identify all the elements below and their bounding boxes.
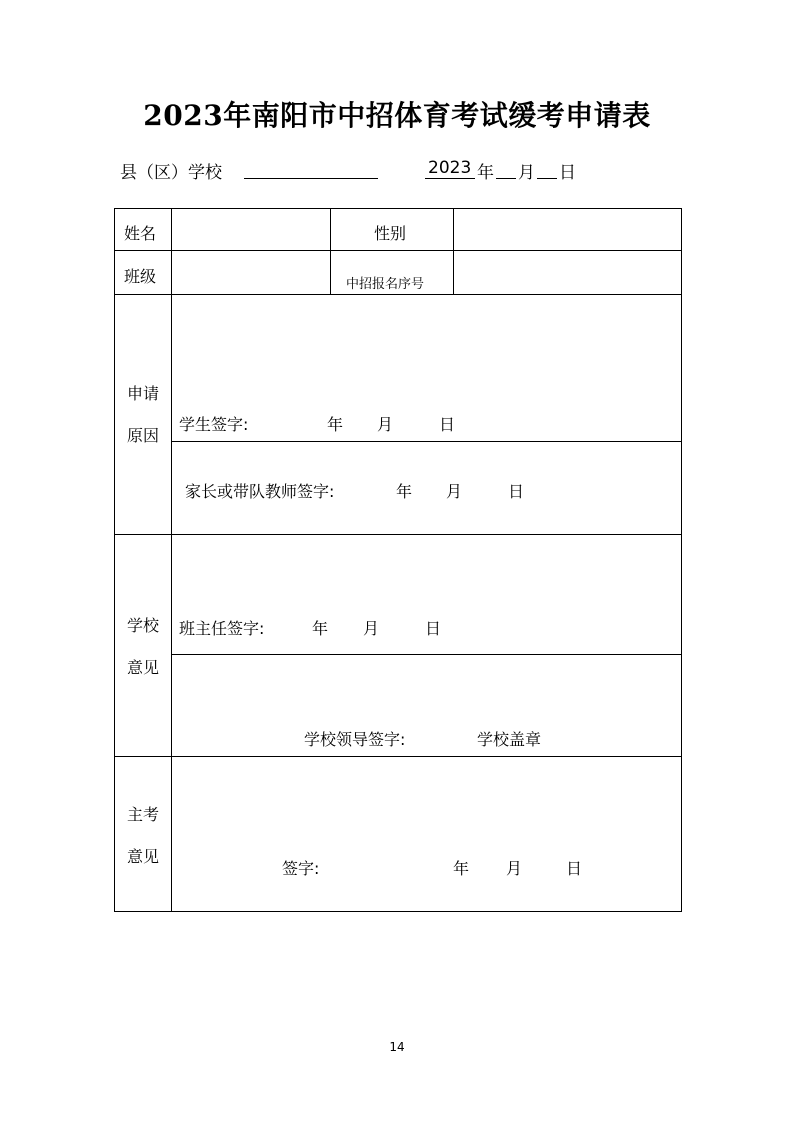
day-blank[interactable] (537, 160, 557, 179)
school-opinion-label: 学校 意见 (126, 616, 159, 677)
teacher-sign-year: 年 (312, 619, 329, 638)
school-opinion-text-area[interactable] (173, 536, 679, 611)
year-underline (425, 160, 475, 179)
column-divider (330, 209, 331, 294)
county-school-label: 县（区）学校 (120, 163, 222, 183)
registration-no-field[interactable] (455, 252, 679, 293)
examiner-sign-day: 日 (566, 859, 583, 878)
day-char: 日 (559, 163, 576, 183)
student-sign-year: 年 (327, 415, 344, 434)
parent-sign-year: 年 (396, 482, 413, 501)
year-char: 年 (477, 163, 494, 183)
examiner-sign-month: 月 (506, 859, 523, 878)
row-divider (171, 654, 681, 655)
school-seal-label: 学校盖章 (477, 730, 542, 749)
examiner-opinion-text-area[interactable] (173, 758, 679, 848)
month-char: 月 (518, 163, 535, 183)
form-title: 2023年南阳市中招体育考试缓考申请表 (143, 99, 651, 132)
class-label: 班级 (124, 267, 157, 286)
teacher-sign-day: 日 (425, 619, 442, 638)
column-divider (453, 209, 454, 294)
reason-text-area[interactable] (173, 296, 679, 406)
student-sign-day: 日 (439, 415, 456, 434)
name-label: 姓名 (124, 224, 157, 243)
month-blank[interactable] (496, 160, 516, 179)
page-number: 14 (389, 1040, 405, 1054)
gender-label: 性别 (374, 224, 407, 243)
registration-no-label: 中招报名序号 (346, 277, 425, 292)
row-divider (115, 250, 681, 251)
examiner-sign-year: 年 (453, 859, 470, 878)
name-field[interactable] (173, 210, 329, 249)
leader-sign-label: 学校领导签字: (304, 730, 406, 749)
row-divider (115, 294, 681, 295)
class-field[interactable] (173, 252, 329, 293)
column-divider (171, 209, 172, 911)
reason-label: 申请 原因 (126, 384, 159, 445)
student-sign-month: 月 (377, 415, 394, 434)
student-sign-label: 学生签字: (179, 415, 249, 434)
parent-sign-label: 家长或带队教师签字: (185, 482, 335, 501)
application-form-table (114, 208, 682, 912)
school-blank[interactable] (244, 160, 378, 179)
row-divider (171, 441, 681, 442)
parent-sign-day: 日 (508, 482, 525, 501)
examiner-sign-label: 签字: (282, 859, 320, 878)
teacher-sign-month: 月 (363, 619, 380, 638)
teacher-sign-label: 班主任签字: (179, 619, 265, 638)
year-value: 2023 (428, 158, 472, 178)
row-divider (115, 534, 681, 535)
gender-field[interactable] (455, 210, 679, 249)
examiner-opinion-label: 主考 意见 (126, 805, 159, 866)
row-divider (115, 756, 681, 757)
parent-sign-month: 月 (446, 482, 463, 501)
